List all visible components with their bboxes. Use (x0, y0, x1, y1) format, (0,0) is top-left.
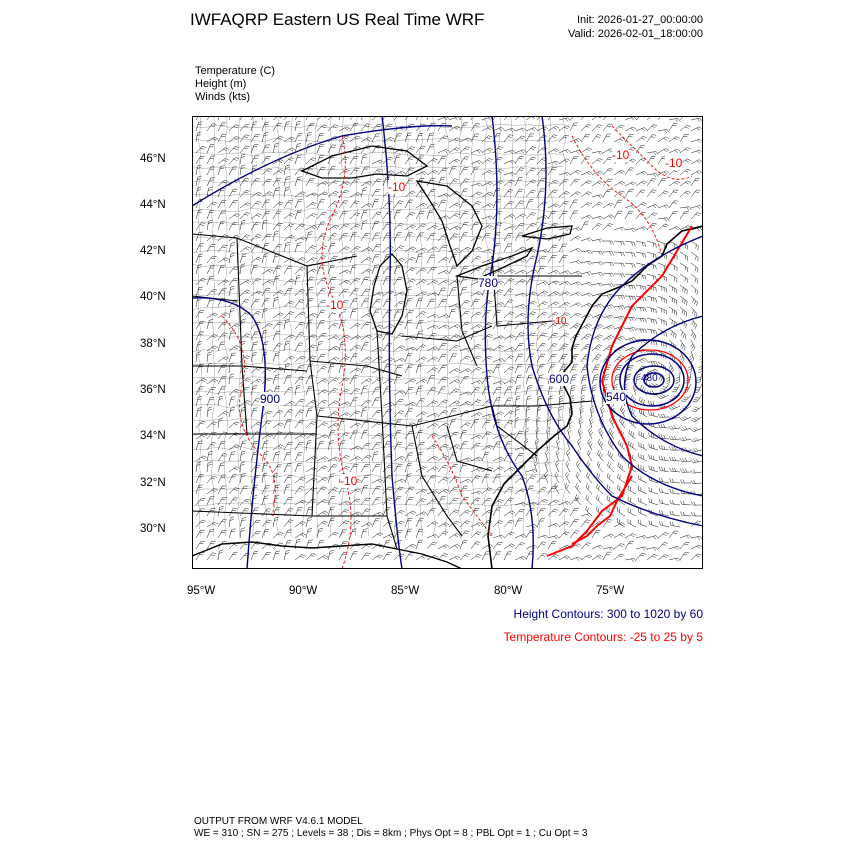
lon-label-90w: 90°W (289, 585, 318, 597)
height-contour (192, 298, 265, 569)
lake-erie-shore (457, 248, 532, 279)
lake-superior-shore (302, 146, 427, 178)
lat-label-40n: 40°N (140, 291, 166, 303)
lat-label-36n: 36°N (140, 384, 166, 396)
temperature-contour-label: -10 (612, 148, 630, 162)
height-contour-label: 540 (606, 390, 627, 404)
valid-time: Valid: 2026-02-01_18:00:00 (568, 28, 703, 40)
lon-label-75w: 75°W (596, 585, 625, 597)
lat-label-30n: 30°N (140, 523, 166, 535)
lat-label-38n: 38°N (140, 338, 166, 350)
temperature-field-label: Temperature (C) (195, 65, 276, 77)
height-contours-legend: Height Contours: 300 to 1020 by 60 (513, 607, 703, 621)
lon-label-80w: 80°W (494, 585, 523, 597)
lat-label-32n: 32°N (140, 477, 166, 489)
temperature-contours-legend: Temperature Contours: -25 to 25 by 5 (503, 630, 703, 644)
temperature-contour-label: -10 (340, 474, 358, 488)
lon-label-85w: 85°W (391, 585, 420, 597)
map-canvas (192, 116, 703, 569)
lon-label-95w: 95°W (187, 585, 216, 597)
height-contour (587, 236, 703, 496)
temperature-contour-label: -10 (388, 180, 406, 194)
chart-title: IWFAQRP Eastern US Real Time WRF (190, 10, 485, 29)
lat-label-34n: 34°N (140, 430, 166, 442)
wind-barbs-layer (196, 116, 703, 562)
temperature-contour-label: -10 (326, 298, 344, 312)
temperature-contour-label: -10 (552, 316, 567, 327)
gulf-coastline (192, 542, 462, 569)
lat-label-44n: 44°N (140, 199, 166, 211)
model-info-line: OUTPUT FROM WRF V4.6.1 MODEL (194, 816, 363, 827)
init-time: Init: 2026-01-27_00:00:00 (577, 14, 703, 26)
height-contour-label: 600 (549, 372, 570, 386)
atlantic-coastline (488, 226, 703, 569)
wind-barbs (196, 116, 703, 562)
lat-label-46n: 46°N (140, 153, 166, 165)
height-field-label: Height (m) (195, 78, 247, 90)
height-contour-label: 900 (260, 392, 281, 406)
height-contour-label: 780 (478, 276, 499, 290)
temperature-contour-label: -10 (665, 156, 683, 170)
model-config-line: WE = 310 ; SN = 275 ; Levels = 38 ; Dis = 8km ; Phys Opt = 8 ; PBL Opt = 1 ; Cu Opt = 3 (194, 828, 588, 839)
weather-map (192, 116, 703, 569)
height-contour-label: 480 (641, 373, 658, 384)
lat-label-42n: 42°N (140, 245, 166, 257)
lake-ontario-shore (522, 226, 572, 239)
winds-field-label: Winds (kts) (195, 91, 250, 103)
